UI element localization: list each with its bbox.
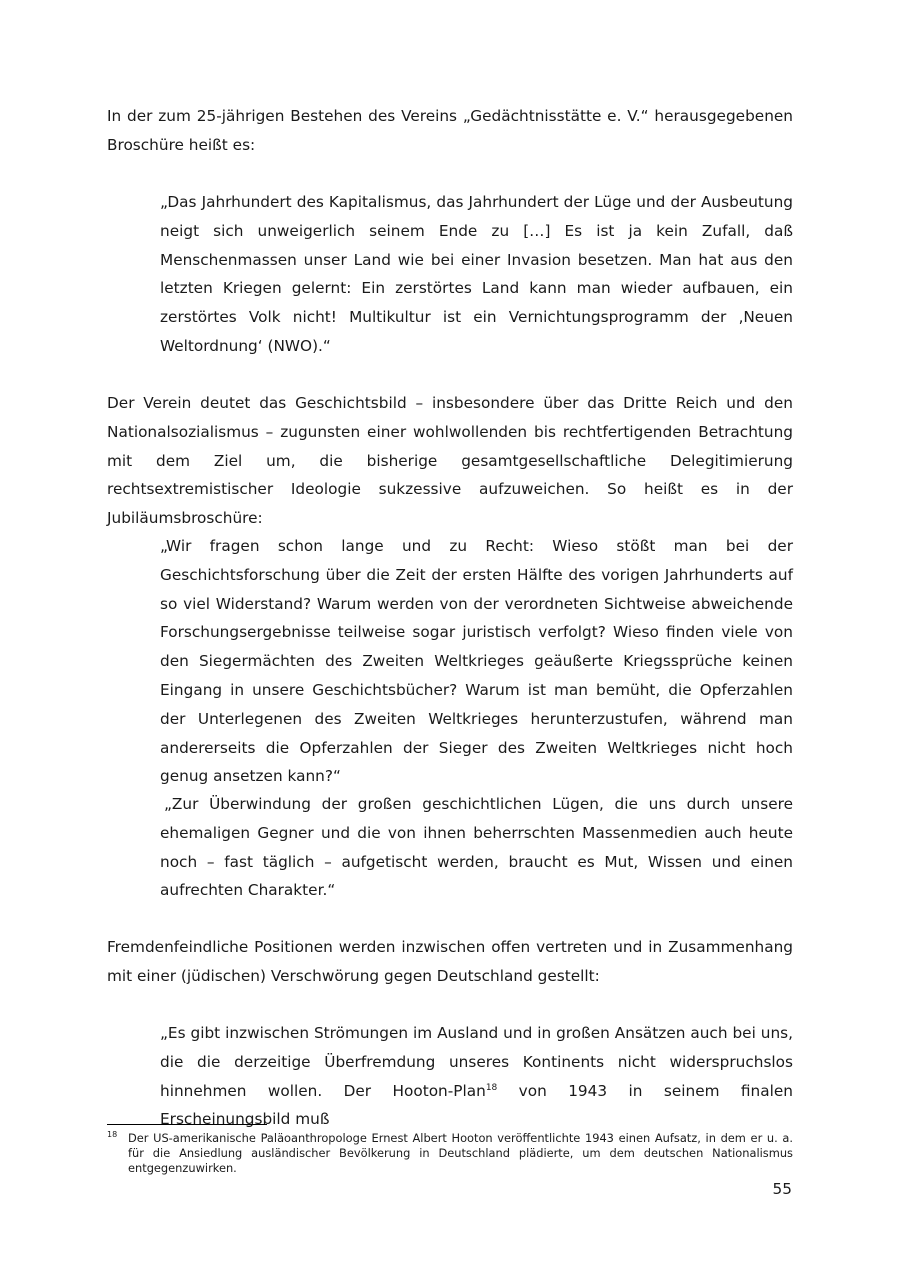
paragraph-fremdenfeindlich: Fremdenfeindliche Positionen werden inzwischen offen vertreten und in Zusammenhang mit einer (jüdischen) Verschwörung gegen Deutschland gestellt: xyxy=(107,938,793,985)
quote-luegen: „Zur Überwindung der großen geschichtlichen Lügen, die uns durch unsere ehemaligen Gegner und die von ihnen beherrschten Massenmedien auch heute noch – fast täglich – aufgetischt werden, braucht es Mut, Wissen und einen aufrechten Charakter.“ xyxy=(160,795,793,900)
quote-ueberfremdung-text-end: von 1943 in seinem finalen Erscheinungsbild muß xyxy=(160,1081,793,1129)
paragraph-geschichtsbild: Der Verein deutet das Geschichtsbild – insbesondere über das Dritte Reich und den Nationalsozialismus – zugunsten einer wohlwollenden bis rechtfertigenden Betrachtung mit dem Ziel um, die bisherige gesamtgesellschaftliche Delegitimierung rechtsextremistischer Ideologie sukzessive aufzuweichen. So heißt es in der Jubiläumsbroschüre: xyxy=(107,394,793,528)
quote-ueberfremdung xyxy=(160,1019,793,1134)
footnote-reference[interactable]: 18 xyxy=(485,1082,498,1093)
footnote-number: 18 xyxy=(107,1130,118,1139)
footnote-text: Der US-amerikanische Paläoanthropologe Ernest Albert Hooton veröffentlichte 1943 einen Aufsatz, in dem er u. a. für die Ansiedlung ausländischer Bevölkerung in Deutschland plädierte, um dem deutschen Nationalismus entgegenzuwirken. xyxy=(128,1131,793,1175)
quote-ueberfremdung-text: „Es gibt inzwischen Strömungen im Ausland und in großen Ansätzen auch bei uns, die die derzeitige Überfremdung unseres Kontinents nicht widerspruchslos hinnehmen wollen. Der Hooton-Plan xyxy=(160,1024,793,1100)
quote-geschichtsforschung: „Wir fragen schon lange und zu Recht: Wieso stößt man bei der Geschichtsforschung über die Zeit der ersten Hälfte des vorigen Jahrhunderts auf so viel Widerstand? Warum werden von der verordneten Sichtweise abweichende Forschungsergebnisse teilweise sogar juristisch verfolgt? Wieso finden viele von den Siegermächten des Zweiten Weltkrieges geäußerte Kriegssprüche keinen Eingang in unsere Geschichtsbücher? Warum ist man bemüht, die Opferzahlen der Unterlegenen des Zweiten Weltkrieges herunterzustufen, während man andererseits die Opferzahlen der Sieger des Zweiten Weltkrieges nicht hoch genug ansetzen kann?“ xyxy=(160,537,793,786)
footnote-separator xyxy=(107,1124,267,1125)
footnote xyxy=(107,1131,793,1176)
paragraph-intro: In der zum 25-jährigen Bestehen des Vereins „Gedächtnisstätte e. V.“ herausgegebenen Broschüre heißt es: xyxy=(107,107,793,154)
quote-kapitalismus: „Das Jahrhundert des Kapitalismus, das Jahrhundert der Lüge und der Ausbeutung neigt sich unweigerlich seinem Ende zu […] Es ist ja kein Zufall, daß Menschenmassen unser Land wie bei einer Invasion besetzen. Man hat aus den letzten Kriegen gelernt: Ein zerstörtes Land kann man wieder aufbauen, ein zerstörtes Volk nicht! Multikultur ist ein Vernichtungsprogramm der ‚Neuen Weltordnung‘ (NWO).“ xyxy=(160,193,793,355)
page-number: 55 xyxy=(772,1180,792,1198)
